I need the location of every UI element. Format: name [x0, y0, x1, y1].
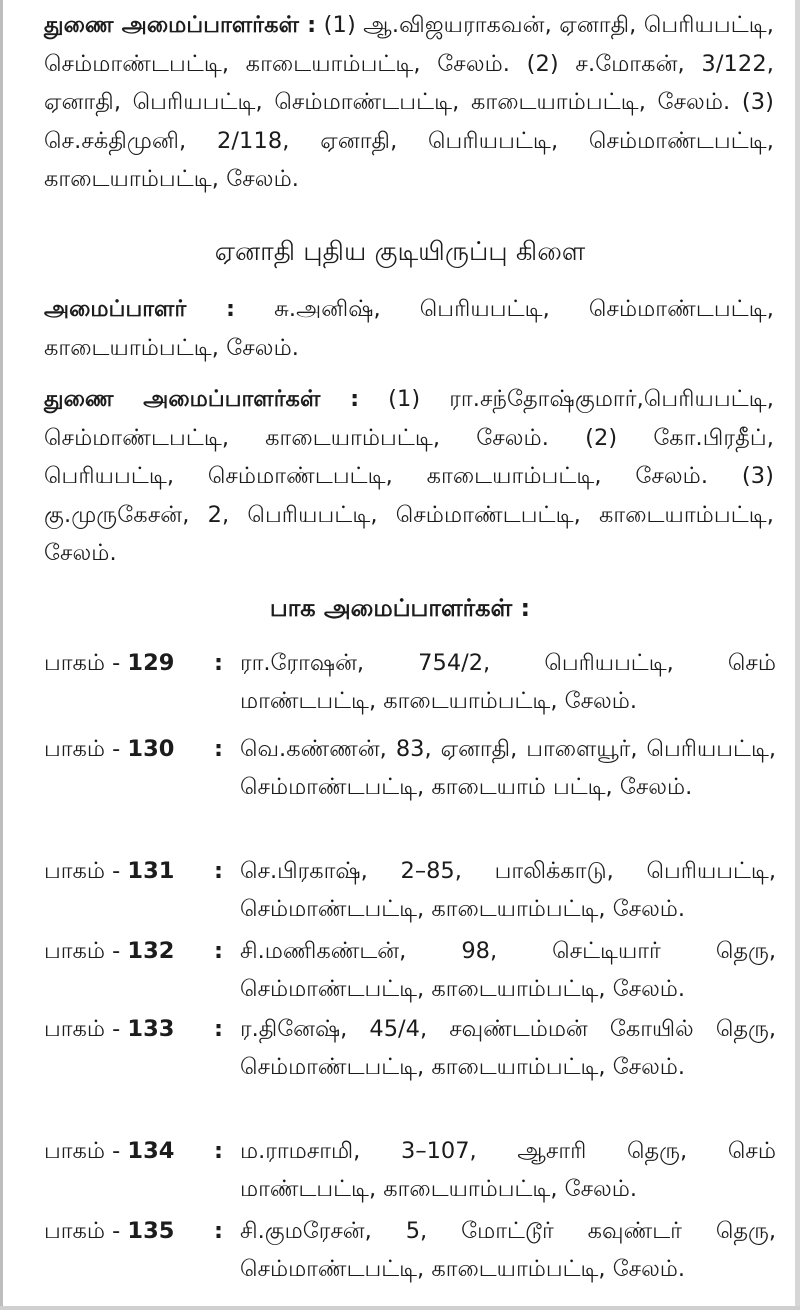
- right-border: [795, 0, 800, 1310]
- section-number-label: [44, 730, 209, 768]
- organiser-text: சு.அனிஷ், பெரியபட்டி, செம்மாண்டபட்டி, காடையாம்பட்டி, சேலம்.: [44, 296, 774, 361]
- separator-colon: :: [214, 858, 223, 884]
- organiser-paragraph: [44, 290, 774, 367]
- bottom-border: [0, 1306, 800, 1310]
- section-organiser-details: சி.மணிகண்டன், 98, செட்டியார் தெரு, செம்மாண்டபட்டி, காடையாம்பட்டி, சேலம்.: [240, 938, 776, 1002]
- separator-colon: :: [214, 938, 223, 964]
- separator-colon: :: [214, 1016, 223, 1042]
- section-label-text: பாகம் -: [44, 1218, 128, 1244]
- branch-heading: ஏனாதி புதிய குடியிருப்பு கிளை: [214, 237, 586, 267]
- section-heading: பாக அமைப்பாளர்கள் :: [269, 594, 531, 622]
- section-number-label: [44, 852, 209, 890]
- section-entry: [44, 1132, 784, 1208]
- organiser-label: அமைப்பாளர் :: [44, 296, 236, 322]
- section-label-text: பாகம் -: [44, 736, 128, 762]
- section-label-text: பாகம் -: [44, 1138, 128, 1164]
- section-entry: [44, 932, 784, 1008]
- left-border: [0, 0, 3, 1310]
- section-organiser-details: ர.தினேஷ், 45/4, சவுண்டம்மன் கோயில் தெரு, செம்மாண்டபட்டி, காடையாம்பட்டி, சேலம்.: [240, 1016, 776, 1080]
- section-number: 130: [127, 736, 175, 762]
- section-entry: [44, 644, 784, 720]
- section-number-label: [44, 932, 209, 970]
- deputy-organisers-label: துணை அமைப்பாளர்கள் :: [44, 12, 317, 38]
- section-label-text: பாகம் -: [44, 650, 128, 676]
- deputy-organisers-text-2: (1) ரா.சந்தோஷ்குமார்,பெரியபட்டி, செம்மாண்டபட்டி, காடையாம்பட்டி, சேலம். (2) கோ.பிரதீப், பெரியபட்டி, செம்மாண்டபட்டி, காடையாம்பட்டி, சேலம். (3) கு.முருகேசன், 2, பெரியபட்டி, செம்மாண்டபட்டி, காடையாம்பட்டி, சேலம்.: [44, 386, 774, 566]
- separator-colon: :: [214, 1138, 223, 1164]
- section-number: 134: [127, 1138, 175, 1164]
- section-label-text: பாகம் -: [44, 858, 128, 884]
- section-number: 133: [127, 1016, 175, 1042]
- section-number-label: [44, 644, 209, 682]
- section-number-label: [44, 1132, 209, 1170]
- section-organiser-details: செ.பிரகாஷ், 2–85, பாலிக்காடு, பெரியபட்டி, செம்மாண்டபட்டி, காடையாம்பட்டி, சேலம்.: [240, 858, 776, 922]
- section-organiser-details: ரா.ரோஷன், 754/2, பெரியபட்டி, செம் மாண்டபட்டி, காடையாம்பட்டி, சேலம்.: [240, 650, 776, 714]
- section-number-label: [44, 1010, 209, 1048]
- section-entry: [44, 1212, 784, 1288]
- section-number: 132: [127, 938, 175, 964]
- section-number: 131: [127, 858, 175, 884]
- deputy-organisers-label-2: துணை அமைப்பாளர்கள் :: [44, 386, 360, 412]
- separator-colon: :: [214, 1218, 223, 1244]
- section-label-text: பாகம் -: [44, 1016, 128, 1042]
- section-number: 135: [127, 1218, 175, 1244]
- section-number: 129: [127, 650, 175, 676]
- deputy-organisers-paragraph-1: [44, 6, 774, 199]
- section-number-label: [44, 1212, 209, 1250]
- deputy-organisers-paragraph-2: [44, 380, 774, 573]
- section-entry: [44, 730, 784, 844]
- section-organiser-details: சி.குமரேசன், 5, மோட்டூர் கவுண்டர் தெரு, செம்மாண்டபட்டி, காடையாம்பட்டி, சேலம்.: [240, 1218, 776, 1282]
- separator-colon: :: [214, 736, 223, 762]
- section-entry: [44, 1010, 784, 1124]
- deputy-organisers-text: (1) ஆ.விஜயராகவன், ஏனாதி, பெரியபட்டி, செம்மாண்டபட்டி, காடையாம்பட்டி, சேலம். (2) ச.மோகன், 3/122, ஏனாதி, பெரியபட்டி, செம்மாண்டபட்டி, காடையாம்பட்டி, சேலம். (3) செ.சக்திமுனி, 2/118, ஏனாதி, பெரியபட்டி, செம்மாண்டபட்டி, காடையாம்பட்டி, சேலம்.: [44, 12, 774, 192]
- section-entry: [44, 852, 784, 928]
- section-label-text: பாகம் -: [44, 938, 128, 964]
- section-organiser-details: வெ.கண்ணன், 83, ஏனாதி, பாளையூர், பெரியபட்டி, செம்மாண்டபட்டி, காடையாம் பட்டி, சேலம்.: [240, 736, 776, 800]
- separator-colon: :: [214, 650, 223, 676]
- section-organiser-details: ம.ராமசாமி, 3–107, ஆசாரி தெரு, செம் மாண்டபட்டி, காடையாம்பட்டி, சேலம்.: [240, 1138, 776, 1202]
